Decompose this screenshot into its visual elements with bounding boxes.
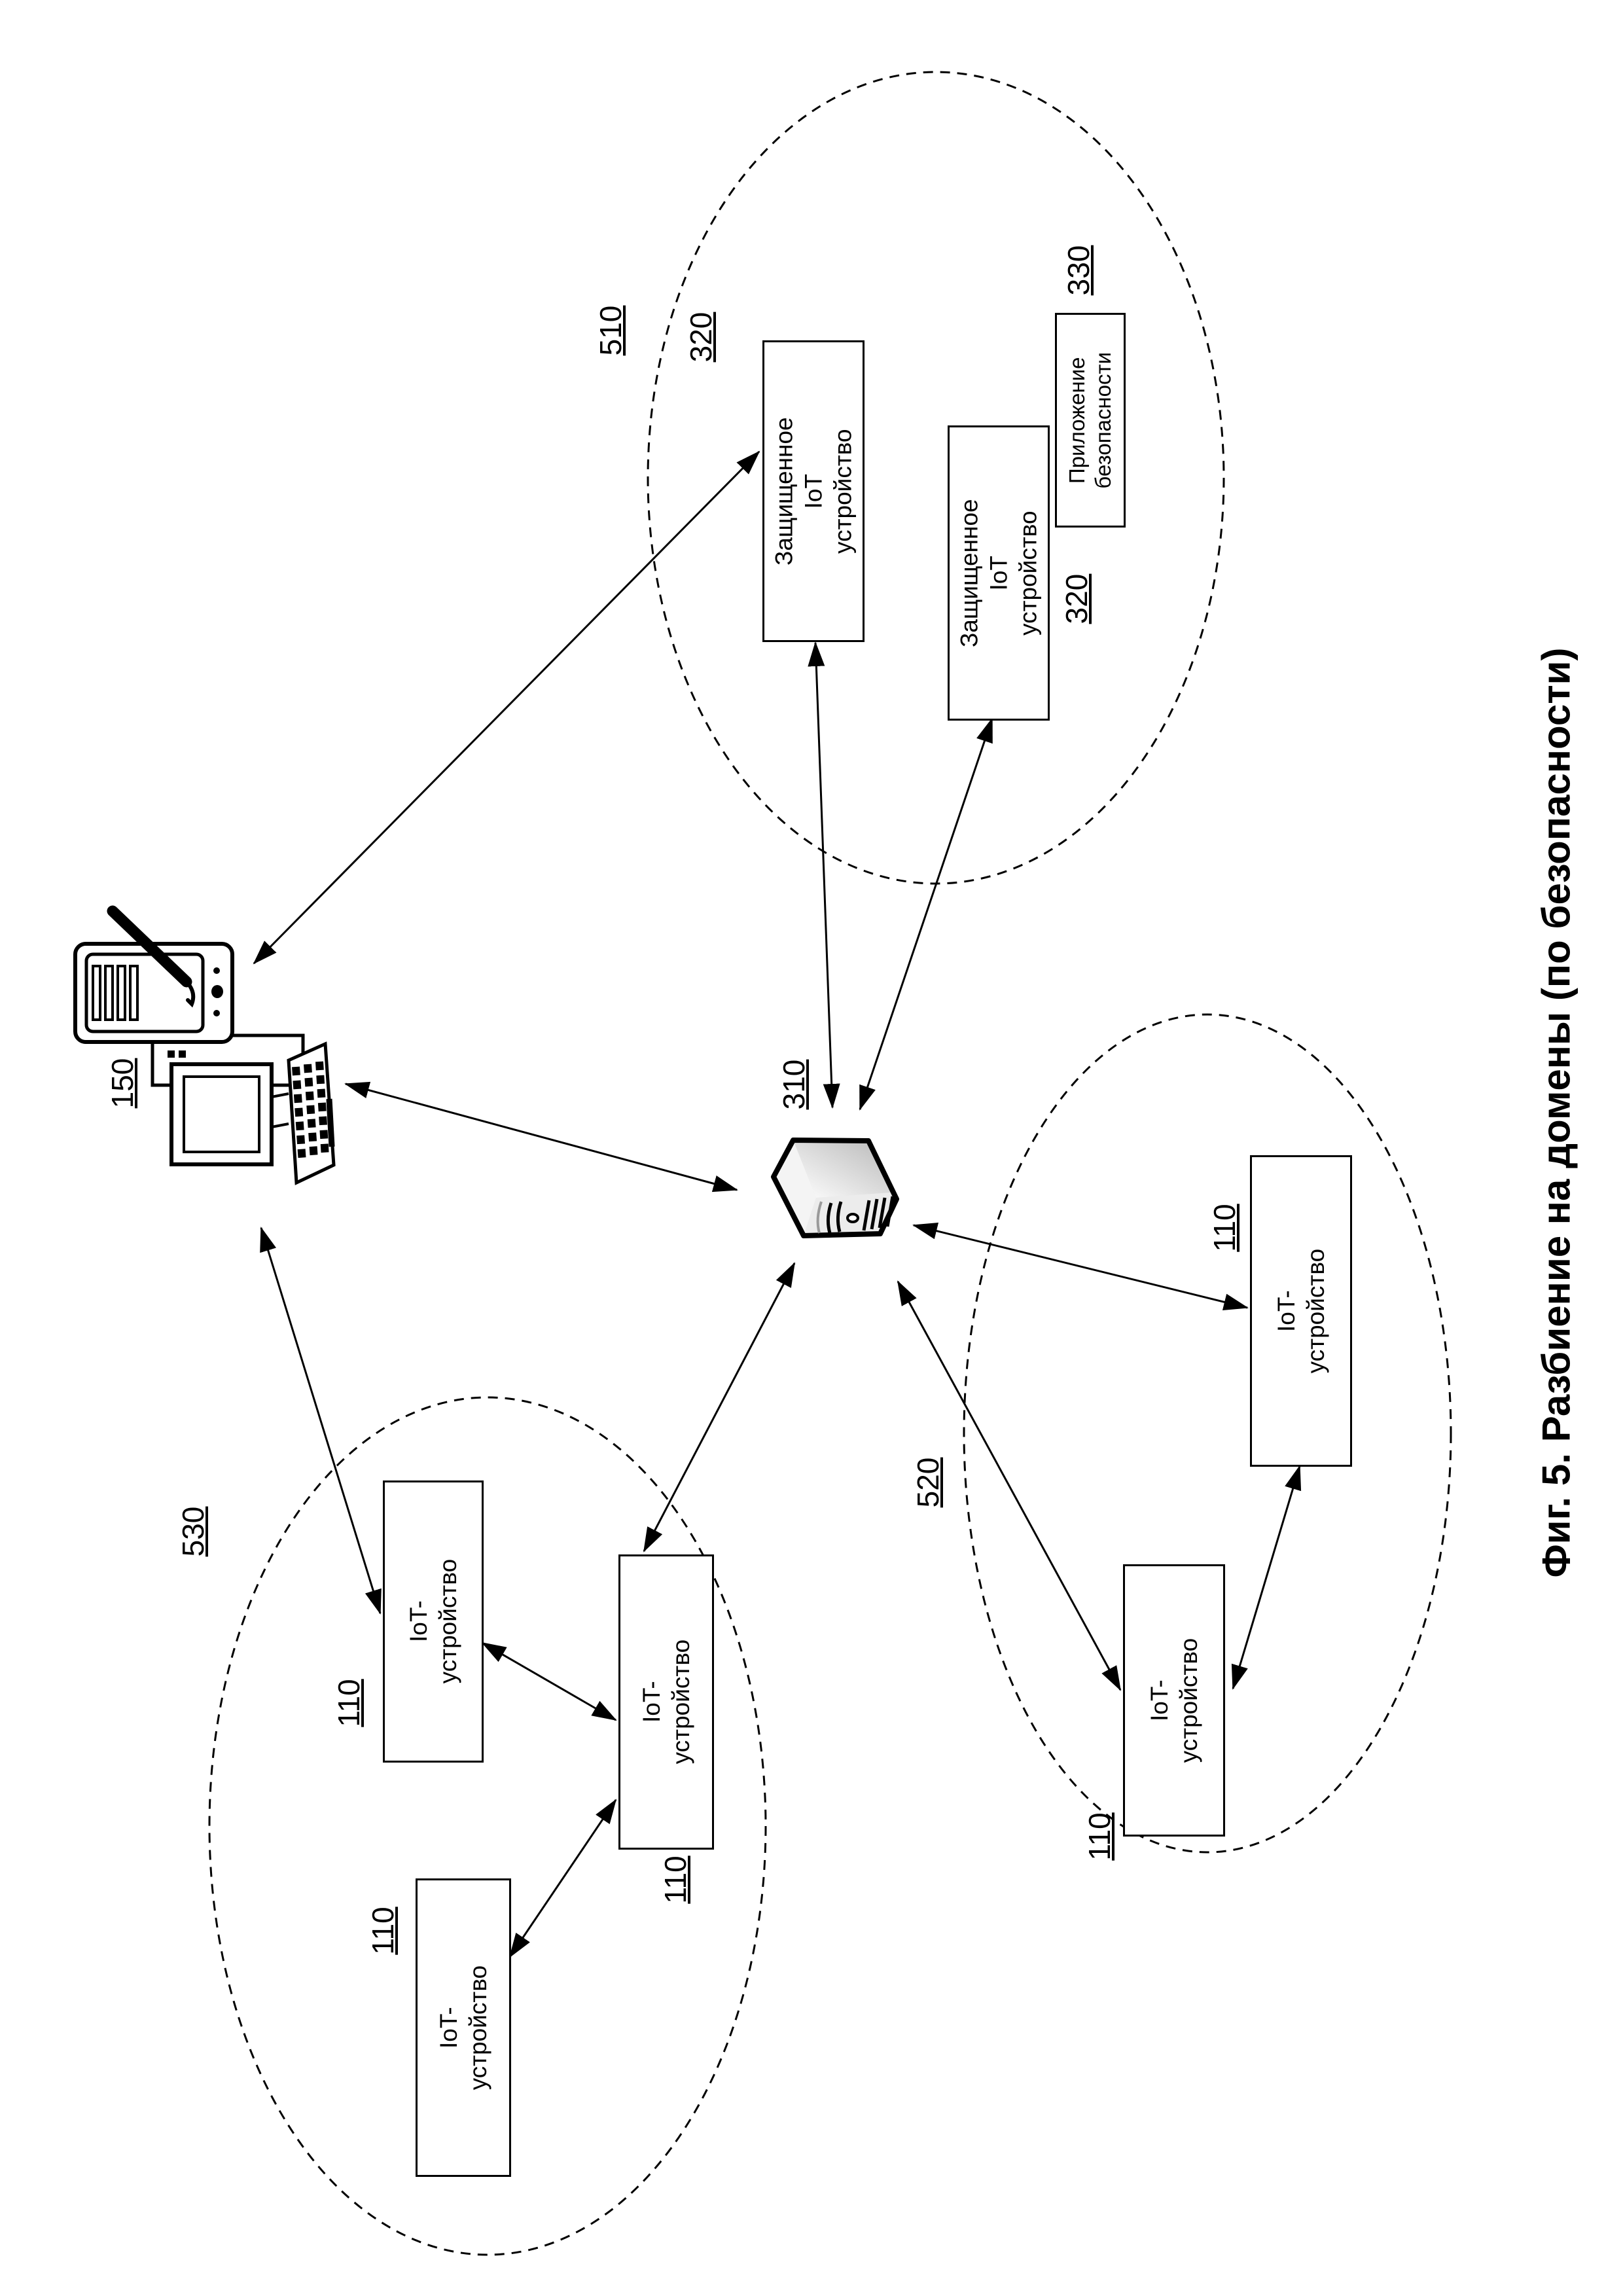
iot-device-box-530-3 (416, 1878, 511, 2177)
connector-iot-530-3-iot-530-2 (510, 1800, 616, 1957)
tablet-stylus-icon (75, 911, 232, 1042)
connector-secure-device-2-hub (860, 719, 992, 1109)
desktop-computer-icon (152, 1035, 334, 1183)
iot-device-box-520-a (1123, 1564, 1225, 1837)
secure-iot-device-box-1 (762, 340, 865, 642)
security-app-box (1055, 313, 1126, 528)
ref-520: 520 (911, 1457, 945, 1508)
ref-330: 330 (1061, 245, 1096, 296)
secure-iot-device-box-2 (948, 425, 1050, 721)
connector-computer-iot-530-1 (261, 1228, 380, 1613)
iot-device-box-520-b-label: IoT-устройство (1272, 1248, 1330, 1374)
connector-hub-iot-520-b (914, 1225, 1247, 1308)
ref-310: 310 (777, 1059, 811, 1110)
connector-hub-iot-530-2 (644, 1263, 794, 1551)
ref-150: 150 (105, 1058, 139, 1109)
ref-110-530-3: 110 (366, 1907, 400, 1955)
ref-530: 530 (176, 1506, 210, 1557)
connector-tablet-secure-device-1 (254, 452, 759, 963)
iot-device-box-530-1-label: IoT-устройство (404, 1559, 462, 1684)
secure-iot-device-box-1-label: Защищенное IoT устройство (770, 417, 857, 565)
iot-device-box-530-2-label: IoT-устройство (637, 1640, 695, 1765)
ref-110-530-1: 110 (332, 1679, 366, 1727)
ref-320-2: 320 (1060, 573, 1094, 624)
iot-device-box-530-2 (618, 1554, 714, 1850)
connector-iot-520-a-iot-520-b (1233, 1466, 1300, 1689)
ref-320-1: 320 (684, 312, 718, 363)
connector-secure-device-1-hub (815, 643, 832, 1107)
connector-computer-hub (346, 1084, 737, 1190)
connector-iot-530-1-iot-530-2 (482, 1643, 616, 1720)
ref-110-520-a: 110 (1082, 1812, 1116, 1861)
iot-device-box-530-1 (383, 1480, 484, 1763)
iot-device-box-530-3-label: IoT-устройство (435, 1965, 492, 2090)
secure-iot-device-box-2-label: Защищенное IoT устройство (955, 499, 1042, 647)
figure-caption: Фиг. 5. Разбиение на домены (по безопасности) (1534, 647, 1578, 1578)
ref-510: 510 (594, 305, 628, 356)
ref-110-520-b: 110 (1207, 1204, 1241, 1252)
server-icon (774, 1140, 897, 1236)
iot-device-box-520-a-label: IoT-устройство (1145, 1638, 1203, 1763)
iot-device-box-520-b (1250, 1155, 1352, 1467)
security-app-box-label: Приложение безопасности (1064, 351, 1115, 489)
ref-110-530-2: 110 (658, 1856, 692, 1904)
